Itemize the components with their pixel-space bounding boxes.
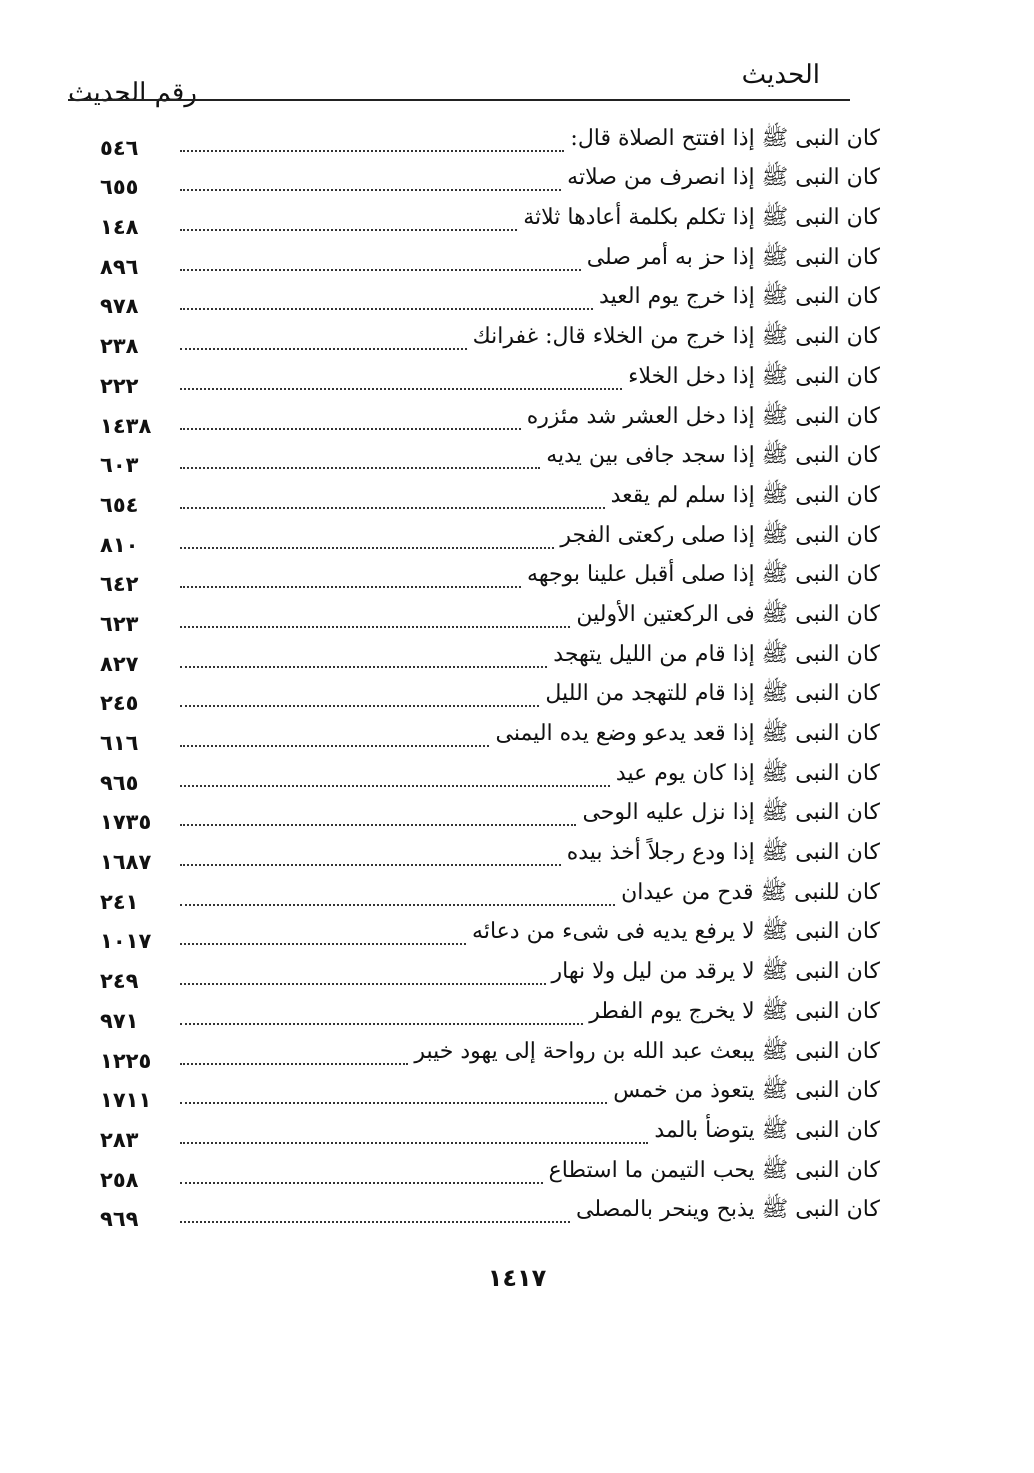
index-entry bbox=[100, 916, 880, 956]
index-entry bbox=[100, 717, 880, 757]
hadith-number: ٢٤٩ bbox=[100, 969, 139, 994]
hadith-number: ٦٥٥ bbox=[100, 175, 139, 200]
dot-leader bbox=[180, 1182, 543, 1184]
index-entry bbox=[100, 519, 880, 559]
hadith-column-title: الحديث bbox=[741, 60, 820, 90]
dot-leader bbox=[180, 745, 489, 747]
index-entry bbox=[100, 241, 880, 281]
dot-leader bbox=[180, 348, 467, 350]
hadith-text: كان النبى ﷺ إذا سلم لم يقعد bbox=[610, 482, 880, 508]
hadith-text: كان النبى ﷺ إذا ودع رجلاً أخذ بيده bbox=[566, 840, 880, 866]
hadith-number: ٩٧٨ bbox=[100, 294, 139, 319]
index-entry bbox=[100, 162, 880, 202]
hadith-number: ٢٥٨ bbox=[100, 1167, 139, 1192]
hadith-number: ٨٩٦ bbox=[100, 254, 139, 279]
hadith-number: ٢٨٣ bbox=[100, 1127, 139, 1152]
hadith-number: ٦٥٤ bbox=[100, 492, 139, 517]
index-entry bbox=[100, 955, 880, 995]
index-entry bbox=[100, 678, 880, 718]
hadith-text: كان النبى ﷺ إذا خرج من الخلاء قال: غفرانك bbox=[472, 324, 880, 350]
index-entry bbox=[100, 1075, 880, 1115]
dot-leader bbox=[180, 428, 521, 430]
dot-leader bbox=[180, 666, 547, 668]
hadith-text: كان النبى ﷺ إذا انصرف من صلاته bbox=[567, 165, 880, 191]
index-entry bbox=[100, 1194, 880, 1234]
hadith-number: ٥٤٦ bbox=[100, 135, 139, 160]
dot-leader bbox=[180, 229, 517, 231]
hadith-text: كان النبى ﷺ إذا تكلم بكلمة أعادها ثلاثة bbox=[523, 205, 880, 231]
hadith-text: كان النبى ﷺ إذا افتتح الصلاة قال: bbox=[570, 125, 880, 151]
hadith-text: كان النبى ﷺ إذا صلى ركعتى الفجر bbox=[560, 522, 880, 548]
hadith-number: ١٠١٧ bbox=[100, 929, 152, 954]
dot-leader bbox=[180, 626, 570, 628]
hadith-number: ٦٠٣ bbox=[100, 453, 139, 478]
index-entry bbox=[100, 598, 880, 638]
index-entry bbox=[100, 836, 880, 876]
index-entry bbox=[100, 440, 880, 480]
dot-leader bbox=[180, 269, 581, 271]
index-entry bbox=[100, 1114, 880, 1154]
hadith-text: كان النبى ﷺ إذا دخل العشر شد مئزره bbox=[526, 403, 880, 429]
hadith-text: كان النبى ﷺ يبعث عبد الله بن رواحة إلى يهود خيبر bbox=[414, 1038, 880, 1064]
dot-leader bbox=[180, 943, 466, 945]
index-entry bbox=[100, 1154, 880, 1194]
hadith-number: ٨١٠ bbox=[100, 532, 139, 557]
dot-leader bbox=[180, 586, 521, 588]
dot-leader bbox=[180, 189, 561, 191]
hadith-number: ٩٧١ bbox=[100, 1008, 139, 1033]
hadith-text: كان النبى ﷺ لا يخرج يوم الفطر bbox=[589, 998, 880, 1024]
hadith-number: ٦٤٢ bbox=[100, 572, 139, 597]
dot-leader bbox=[180, 547, 554, 549]
index-entry bbox=[100, 479, 880, 519]
hadith-number: ١٦٨٧ bbox=[100, 850, 152, 875]
hadith-text: كان النبى ﷺ إذا قام للتهجد من الليل bbox=[545, 681, 880, 707]
dot-leader bbox=[180, 864, 561, 866]
hadith-number: ٦١٦ bbox=[100, 731, 139, 755]
hadith-text: كان النبى ﷺ إذا سجد جافى بين يديه bbox=[546, 443, 880, 469]
hadith-text: كان النبى ﷺ فى الركعتين الأولين bbox=[576, 601, 880, 627]
dot-leader bbox=[180, 1023, 583, 1025]
hadith-number: ٢٢٢ bbox=[100, 373, 139, 398]
dot-leader bbox=[180, 150, 564, 152]
hadith-number: ٨٢٧ bbox=[100, 651, 139, 676]
index-entry bbox=[100, 320, 880, 360]
hadith-number: ٩٦٩ bbox=[100, 1207, 139, 1232]
index-entry bbox=[100, 995, 880, 1035]
index-entry bbox=[100, 400, 880, 440]
index-entry bbox=[100, 122, 880, 162]
hadith-number: ٢٤١ bbox=[100, 889, 139, 914]
hadith-index-list bbox=[100, 122, 880, 1233]
index-entry bbox=[100, 201, 880, 241]
hadith-number: ١٢٢٥ bbox=[100, 1048, 152, 1073]
dot-leader bbox=[180, 904, 615, 906]
index-entry bbox=[100, 638, 880, 678]
hadith-number: ١٤٨ bbox=[100, 215, 139, 240]
hadith-text: كان النبى ﷺ إذا نزل عليه الوحى bbox=[582, 800, 880, 826]
hadith-text: كان النبى ﷺ إذا قام من الليل يتهجد bbox=[553, 641, 880, 667]
index-entry bbox=[100, 757, 880, 797]
dot-leader bbox=[180, 467, 540, 469]
hadith-number-column-title: رقم الحديث bbox=[68, 78, 197, 108]
hadith-number: ٦٢٣ bbox=[100, 611, 139, 636]
dot-leader bbox=[180, 1142, 648, 1144]
index-entry bbox=[100, 1035, 880, 1075]
hadith-text: كان النبى ﷺ إذا دخل الخلاء bbox=[628, 363, 880, 389]
hadith-text: كان للنبى ﷺ قدح من عيدان bbox=[621, 879, 880, 905]
dot-leader bbox=[180, 983, 546, 985]
dot-leader bbox=[180, 824, 576, 826]
hadith-text: كان النبى ﷺ إذا قعد يدعو وضع يده اليمنى bbox=[495, 721, 880, 746]
dot-leader bbox=[180, 1221, 570, 1223]
hadith-text: كان النبى ﷺ لا يرفع يديه فى شىء من دعائه bbox=[472, 919, 880, 945]
hadith-text: كان النبى ﷺ يحب التيمن ما استطاع bbox=[548, 1157, 880, 1183]
dot-leader bbox=[180, 308, 593, 310]
hadith-text: كان النبى ﷺ يتوضأ بالمد bbox=[654, 1117, 880, 1143]
hadith-text: كان النبى ﷺ يتعوذ من خمس bbox=[613, 1078, 880, 1104]
page-number: ١٤١٧ bbox=[487, 1264, 547, 1292]
page-header bbox=[68, 60, 850, 108]
hadith-number: ١٤٣٨ bbox=[100, 413, 152, 438]
index-entry bbox=[100, 876, 880, 916]
header-divider bbox=[68, 99, 850, 101]
index-entry bbox=[100, 797, 880, 837]
hadith-number: ١٧١١ bbox=[100, 1088, 152, 1113]
dot-leader bbox=[180, 705, 539, 707]
index-entry bbox=[100, 559, 880, 599]
hadith-text: كان النبى ﷺ إذا صلى أقبل علينا بوجهه bbox=[527, 562, 880, 588]
hadith-number: ٢٣٨ bbox=[100, 334, 139, 359]
hadith-number: ٢٤٥ bbox=[100, 691, 139, 716]
dot-leader bbox=[180, 388, 622, 390]
dot-leader bbox=[180, 785, 610, 787]
index-entry bbox=[100, 281, 880, 321]
dot-leader bbox=[180, 1063, 408, 1065]
dot-leader bbox=[180, 507, 605, 509]
hadith-number: ٩٦٥ bbox=[100, 770, 139, 795]
dot-leader bbox=[180, 1102, 607, 1104]
hadith-text: كان النبى ﷺ إذا خرج يوم العيد bbox=[599, 284, 880, 310]
hadith-text: كان النبى ﷺ إذا حز به أمر صلى bbox=[586, 244, 880, 270]
hadith-text: كان النبى ﷺ لا يرقد من ليل ولا نهار bbox=[551, 959, 880, 985]
hadith-text: كان النبى ﷺ يذبح وينحر بالمصلى bbox=[576, 1197, 880, 1223]
hadith-number: ١٧٣٥ bbox=[100, 810, 152, 835]
hadith-text: كان النبى ﷺ إذا كان يوم عيد bbox=[615, 760, 880, 786]
index-entry bbox=[100, 360, 880, 400]
